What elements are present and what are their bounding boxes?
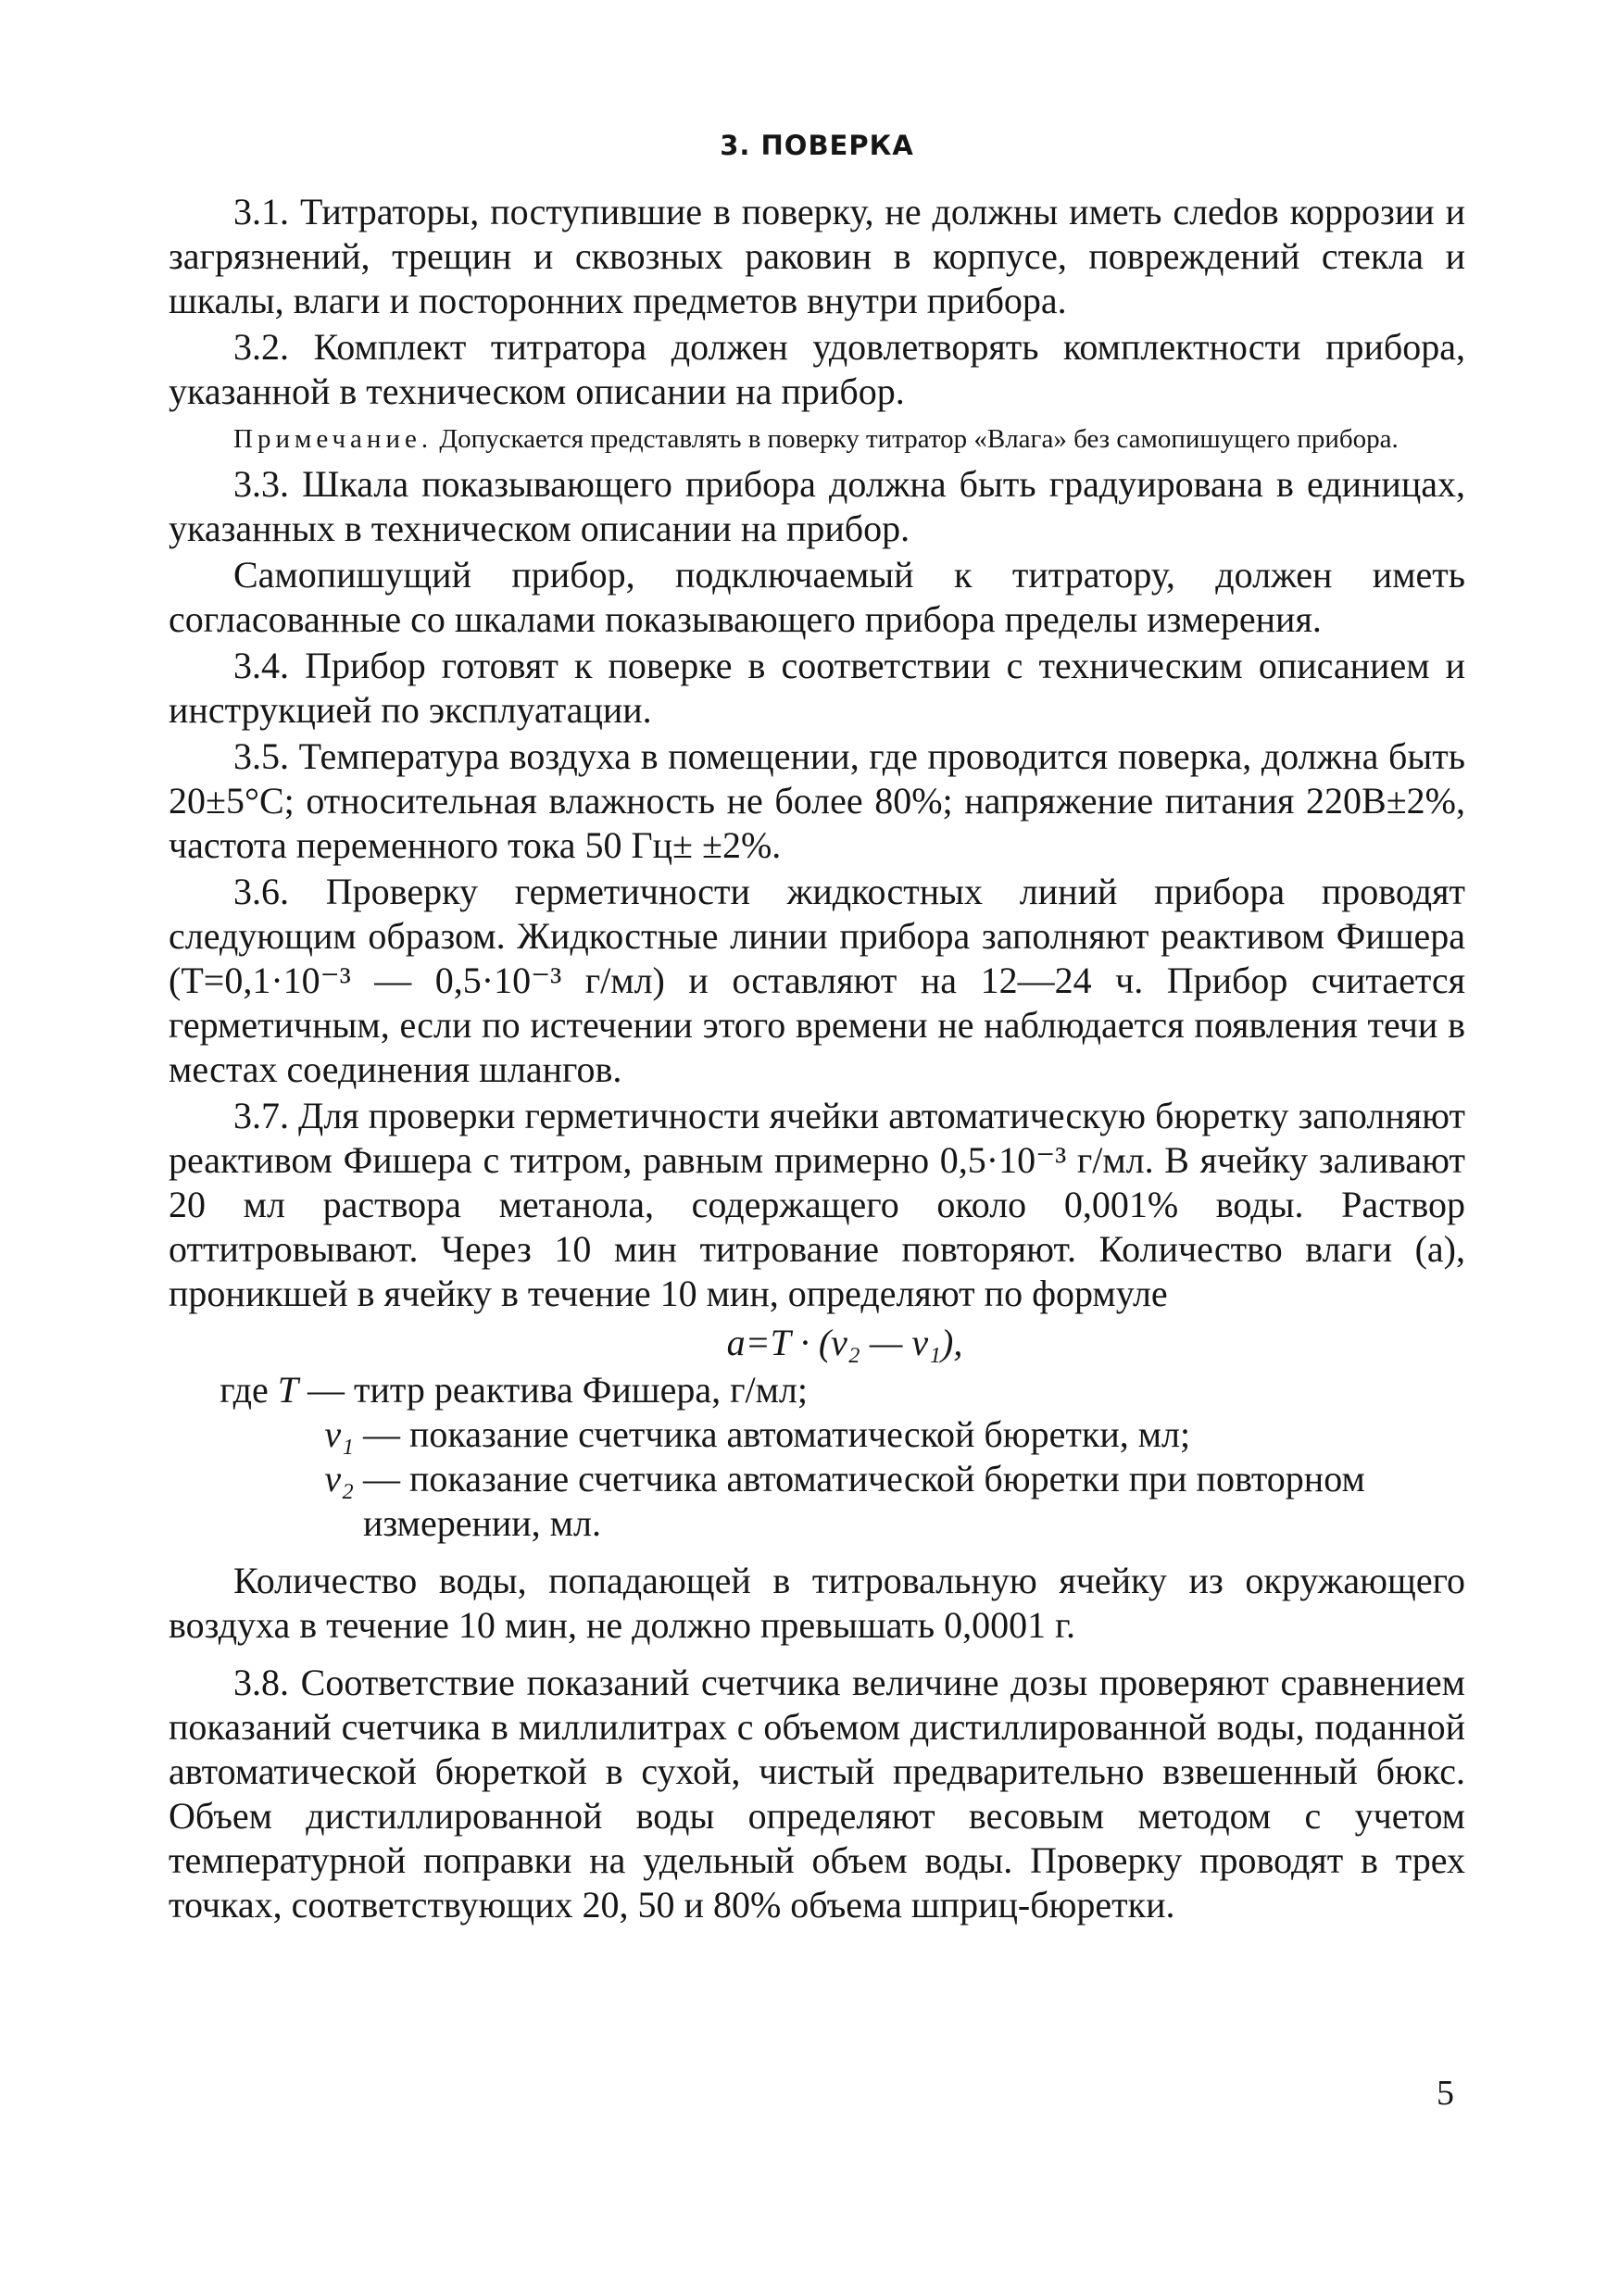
paragraph-3-8: 3.8. Соответствие показаний счетчика величине дозы проверяют сравнением показаний счетчика в миллилитрах с объемом дистиллированной воды, поданной автоматической бюреткой в сухой, чистый предварительно взвешенный бюкс. Объем дистиллированной воды определяют весовым методом с учетом температурной поправки на удельный объем воды. Проверку проводят в трех точках, соответствующих 20, 50 и 80% объема шприц-бюретки.: [169, 1662, 1465, 1926]
legend-desc-v1: — показание счетчика автоматической бюретки, мл;: [363, 1413, 1191, 1455]
paragraph-3-2: 3.2. Комплект титратора должен удовлетворять комплектности прибора, указанной в техническом описании на прибор.: [169, 326, 1465, 412]
formula-legend: [169, 1368, 1465, 1546]
paragraph-3-7-result: Количество воды, попадающей в титровальную ячейку из окружающего воздуха в течение 10 мин, не должно превышать 0,0001 г.: [169, 1560, 1465, 1646]
note-text: Допускается представлять в поверку титратор «Влага» без самопишущего прибора.: [433, 424, 1399, 454]
legend-where: где: [220, 1369, 269, 1411]
section-heading: 3. ПОВЕРКА: [720, 130, 914, 161]
paragraph-3-7: 3.7. Для проверки герметичности ячейки автоматическую бюретку заполняют реактивом Фишера с титром, равным примерно 0,5·10⁻³ г/мл. В ячейку заливают 20 мл раствора метанола, содержащего около 0,001% воды. Раствор оттитровывают. Через 10 мин титрование повторяют. Количество влаги (а), проникшей в ячейку в течение 10 мин, определяют по формуле: [169, 1095, 1465, 1314]
section-body: [169, 190, 1465, 1927]
legend-row-v1: [169, 1412, 1465, 1457]
paragraph-3-1: 3.1. Титраторы, поступившие в поверку, не должны иметь слеdов коррозии и загрязнений, трещин и сквозных раковин в корпусе, повреждений стекла и шкалы, влаги и посторонних предметов внутри прибора.: [169, 191, 1465, 321]
paragraph-3-4: 3.4. Прибор готовят к поверке в соответствии с техническим описанием и инструкцией по эксплуатации.: [169, 645, 1465, 731]
formula: [169, 1320, 1465, 1366]
note-label: Примечание.: [233, 424, 433, 454]
paragraph-3-3-recorder: Самопишущий прибор, подключаемый к титратору, должен иметь согласованные со шкалами показывающего прибора пределы измерения.: [169, 554, 1465, 640]
legend-desc-T: — титр реактива Фишера, г/мл;: [307, 1369, 808, 1411]
paragraph-3-3: 3.3. Шкала показывающего прибора должна быть градуирована в единицах, указанных в техническом описании на прибор.: [169, 463, 1465, 549]
legend-desc-v2: — показание счетчика автоматической бюретки при повторном измерении, мл.: [363, 1458, 1365, 1544]
page-number: 5: [1437, 2074, 1454, 2113]
formula-text: а=Т · (v₂ — v₁),: [726, 1322, 963, 1363]
legend-row-v2: [169, 1457, 1465, 1546]
legend-symbol-v2: v₂: [324, 1458, 354, 1499]
legend-symbol-T: где Т: [220, 1369, 298, 1411]
paragraph-3-5: 3.5. Температура воздуха в помещении, где проводится поверка, должна быть 20±5°С; относительная влажность не более 80%; напряжение питания 220В±2%, частота переменного тока 50 Гц± ±2%.: [169, 735, 1465, 866]
legend-symbol-v1: v₁: [324, 1413, 354, 1455]
legend-row-T: [169, 1368, 1465, 1412]
paragraph-3-6: 3.6. Проверку герметичности жидкостных линий прибора проводят следующим образом. Жидкостные линии прибора заполняют реактивом Фишера (Т=0,1·10⁻³ — 0,5·10⁻³ г/мл) и оставляют на 12—24 ч. Прибор считается герметичным, если по истечении этого времени не наблюдается появления течи в местах соединения шлангов.: [169, 871, 1465, 1090]
note: [169, 423, 1465, 455]
